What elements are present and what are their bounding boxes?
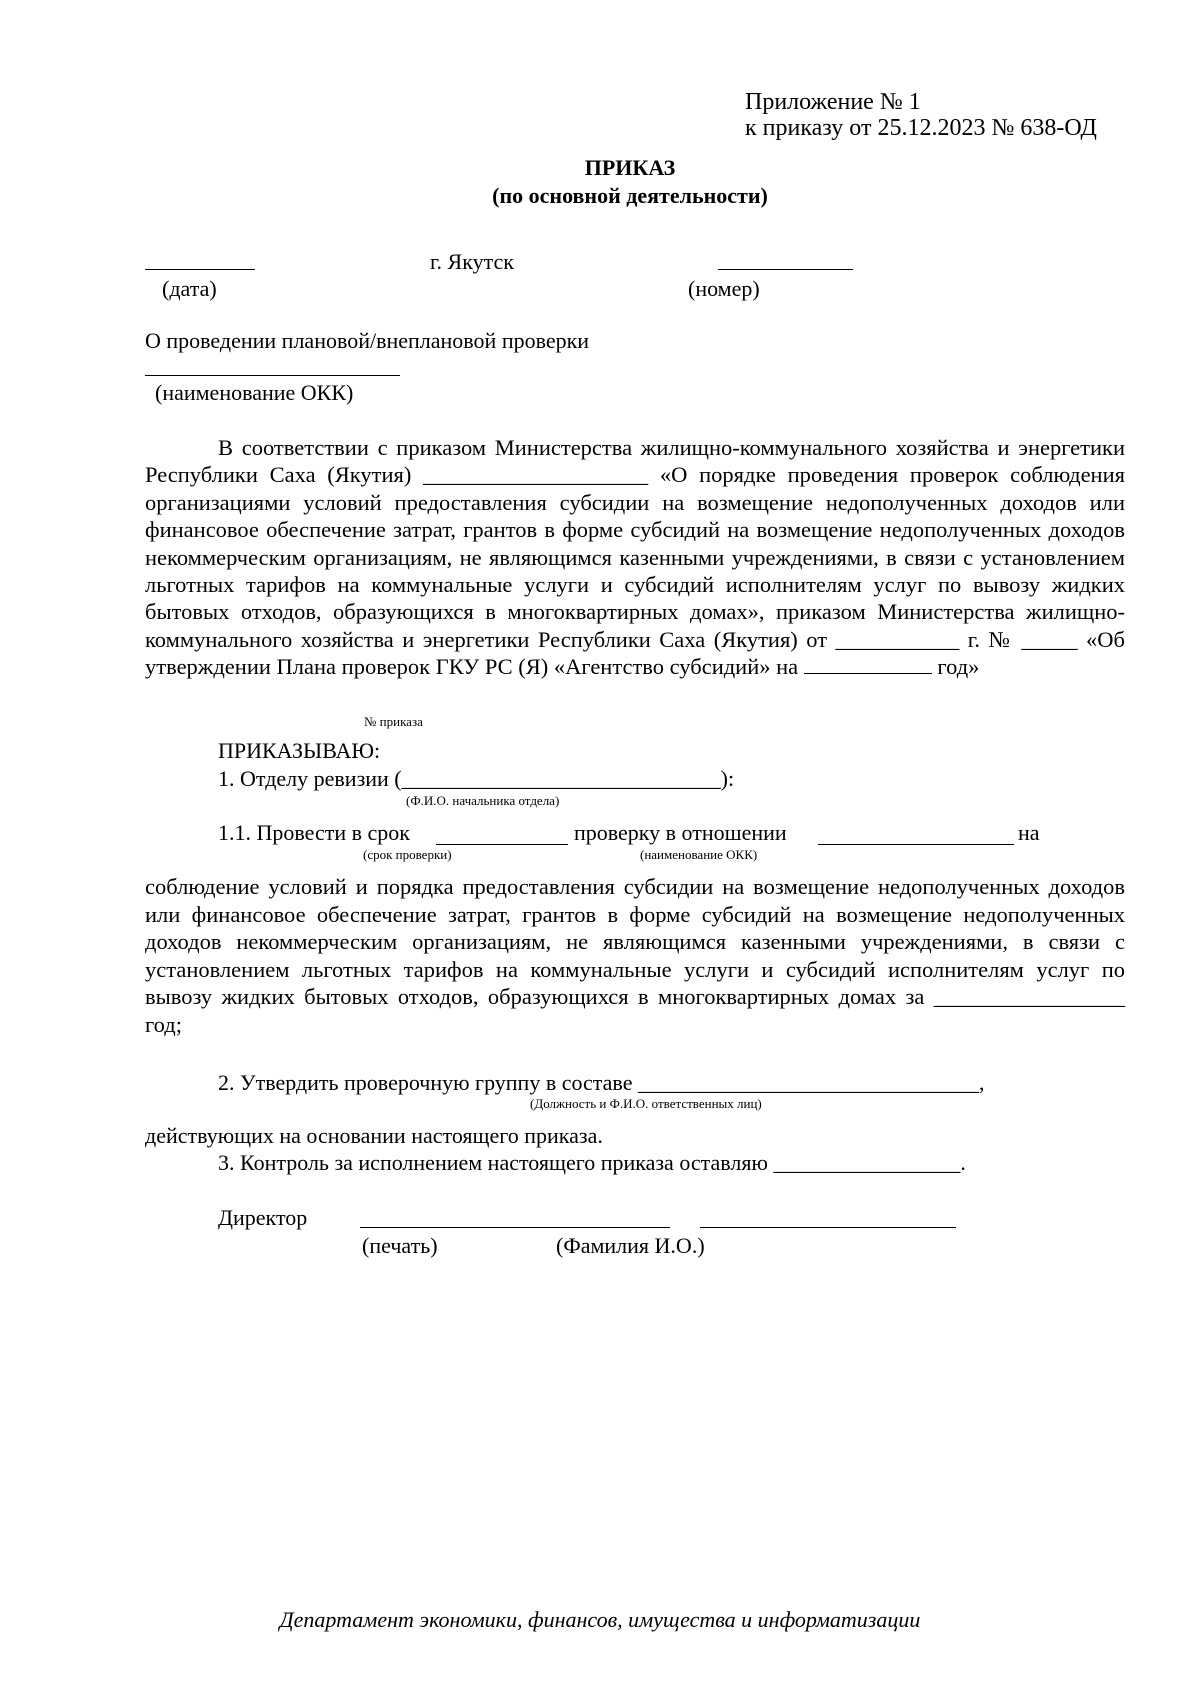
order-no-caption: № приказа	[364, 714, 423, 729]
preamble-paragraph	[145, 434, 1125, 681]
document-subtitle: (по основной деятельности)	[492, 183, 768, 208]
plan-year-blank	[804, 655, 932, 674]
document-title: ПРИКАЗ	[584, 155, 676, 180]
appendix-line-1: Приложение № 1	[745, 89, 921, 115]
order-item-1-1-part2: проверку в отношении	[574, 820, 787, 845]
number-blank-line	[718, 269, 853, 270]
city-label: г. Якутск	[430, 249, 514, 274]
stamp-caption: (печать)	[362, 1233, 438, 1258]
order-item-1-caption: (Ф.И.О. начальника отдела)	[406, 793, 560, 808]
okk-blank-line	[145, 375, 400, 376]
order-item-2-tail: действующих на основании настоящего приказа.	[145, 1123, 603, 1148]
preamble-text: В соответствии с приказом Министерства жилищно-коммунального хозяйства и энергетики Республики Саха (Якутия) ____________________ «О порядке проведения проверок соблюдения организациями условий предоставления субсидии на возмещение недополученных доходов или финансовое обеспечение затрат, грантов в форме субсидий на возмещение недополученных доходов некоммерческим организациям, не являющимся казенными учреждениями, в связи с установлением льготных тарифов на коммунальные услуги и субсидий исполнителям услуг по вывозу жидких бытовых отходов, образующихся в многоквартирных домах», приказом Министерства жилищно-коммунального хозяйства и энергетики Республики Саха (Якутия) от ___________ г. № _____ «Об утверждении Плана проверок ГКУ РС (Я) «Агентство субсидий» на	[145, 435, 1125, 680]
order-item-3: 3. Контроль за исполнением настоящего приказа оставляю _________________.	[218, 1150, 966, 1175]
date-caption: (дата)	[162, 276, 217, 301]
name-caption: (Фамилия И.О.)	[556, 1233, 705, 1258]
date-blank-line	[145, 269, 255, 270]
term-blank-line	[436, 844, 568, 845]
order-item-1-1-body	[145, 873, 1125, 1038]
subject-text: О проведении плановой/внеплановой проверки	[145, 328, 590, 353]
signature-position: Директор	[218, 1205, 308, 1230]
order-heading: ПРИКАЗЫВАЮ:	[218, 738, 381, 763]
order-item-2-caption: (Должность и Ф.И.О. ответственных лиц)	[530, 1096, 762, 1111]
name-blank-line	[700, 1227, 956, 1228]
order-item-1: 1. Отделу ревизии (_____________________________):	[218, 766, 735, 791]
order-item-1-1-part3: на	[1018, 820, 1040, 845]
preamble-tail: год»	[937, 654, 980, 680]
term-caption: (срок проверки)	[363, 847, 452, 862]
order-item-2: 2. Утвердить проверочную группу в составе _______________________________,	[218, 1070, 985, 1095]
order-item-1-1-body-text: соблюдение условий и порядка предоставления субсидии на возмещение недополученных доходов или финансовое обеспечение затрат, грантов в форме субсидий на возмещение недополученных доходов некоммерческим организациям, не являющимся казенными учреждениями, в связи с установлением льготных тарифов на коммунальные услуги и субсидий исполнителям услуг по вывозу жидких бытовых отходов, образующихся в многоквартирных домах за _________________ год;	[145, 874, 1125, 1037]
order-item-1-1-part1: 1.1. Провести в срок	[218, 820, 410, 845]
okk-name-blank-line	[818, 844, 1014, 845]
okk-caption: (наименование ОКК)	[155, 380, 354, 405]
okk-name-caption: (наименование ОКК)	[640, 847, 758, 862]
appendix-line-2: к приказу от 25.12.2023 № 638-ОД	[745, 115, 1097, 141]
footer-department: Департамент экономики, финансов, имущества и информатизации	[279, 1607, 921, 1632]
stamp-blank-line	[360, 1227, 670, 1228]
number-caption: (номер)	[688, 276, 760, 301]
